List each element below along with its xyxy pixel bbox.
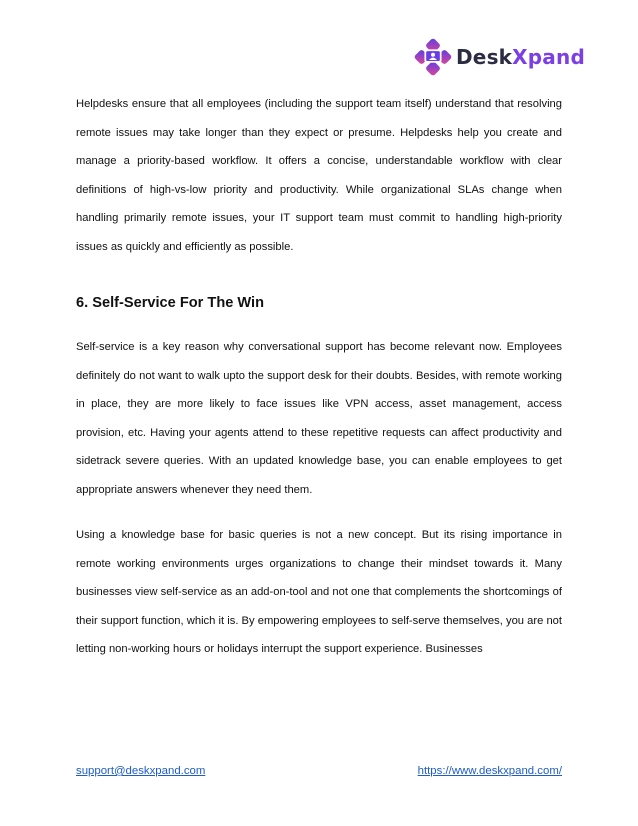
footer-website-link[interactable]: https://www.deskxpand.com/	[417, 765, 562, 777]
document-body	[76, 90, 562, 664]
cube-user-icon	[414, 38, 452, 76]
paragraph-self-service: Self-service is a key reason why conversational support has become relevant now. Employees definitely do not want to walk upto the support desk for their doubts. Besides, with remote working in place, they are more likely to face issues like VPN access, asset management, access provision, etc. Having your agents attend to these repetitive requests can affect productivity and sidetrack severe queries. With an updated knowledge base, you can enable employees to get appropriate answers whenever they need them.	[76, 341, 562, 496]
page-footer	[76, 765, 562, 777]
brand-name-desk: Desk	[456, 45, 513, 69]
brand-name-xpand: Xpand	[512, 45, 585, 69]
paragraph-knowledge-base: Using a knowledge base for basic queries is not a new concept. But its rising importance in remote working environments urges organizations to change their mindset towards it. Many businesses view self-service as an add-on-tool and not one that complements the shortcomings of their support function, which it is. By empowering employees to self-serve themselves, you are not letting non-working hours or holidays interrupt the support experience. Businesses	[76, 529, 562, 655]
footer-email-link[interactable]: support@deskxpand.com	[76, 765, 206, 777]
brand-logo	[414, 38, 585, 76]
paragraph-helpdesk-priority: Helpdesks ensure that all employees (including the support team itself) understand that resolving remote issues may take longer than they expect or presume. Helpdesks help you create and manage a priority-based workflow. It offers a concise, understandable workflow with clear definitions of high-vs-low priority and productivity. While organizational SLAs change when handling primarily remote issues, your IT support team must commit to handling high-priority issues as quickly and efficiently as possible.	[76, 98, 562, 253]
brand-name	[456, 45, 585, 69]
section-heading: 6. Self-Service For The Win	[76, 295, 265, 311]
